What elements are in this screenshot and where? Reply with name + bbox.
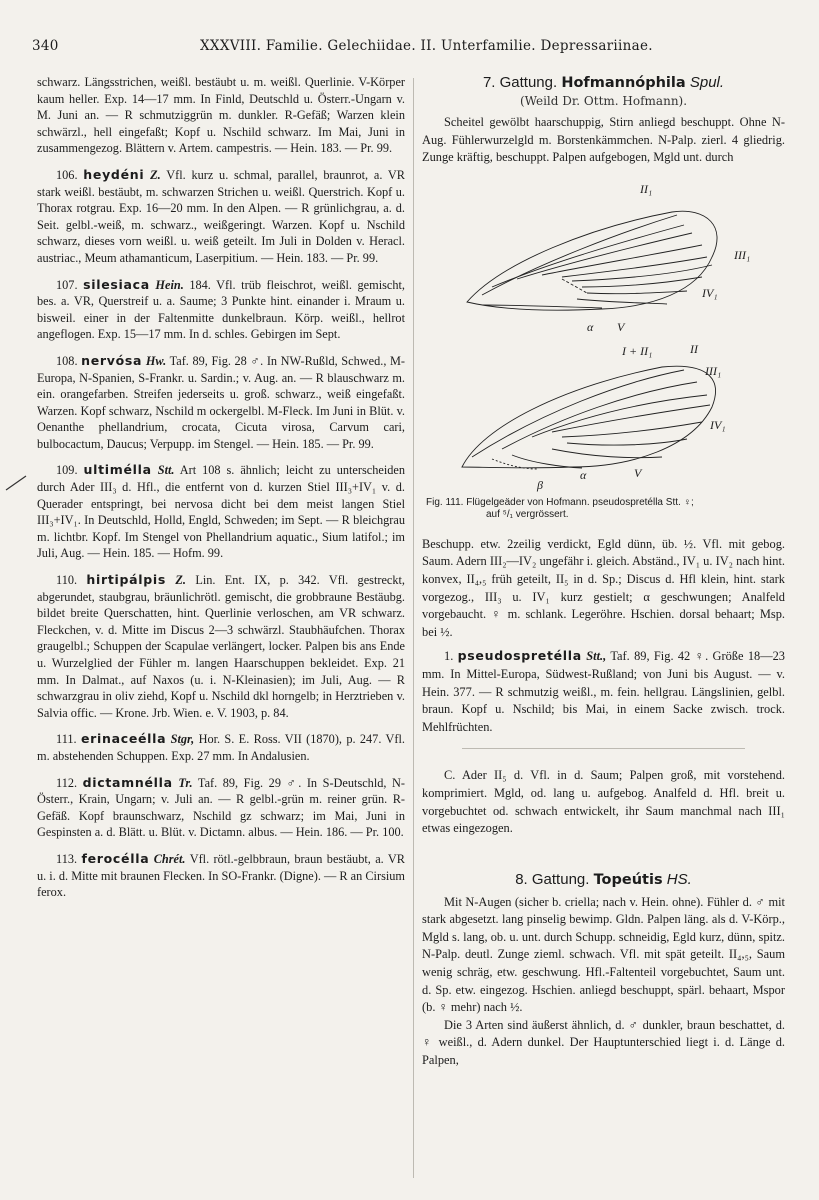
label-IV1-hind: IV₁ (710, 417, 726, 432)
species-entry (37, 731, 405, 764)
label-II1: II₁ (640, 181, 653, 196)
label-IV1: IV₁ (702, 285, 718, 300)
page-number: 340 (32, 38, 59, 54)
intro-paragraph: schwarz. Längsstrichen, weißl. bestäubt u. m. weißl. Querlinie. V-Körper kaum heller. Exp. 14—17 mm. In Finld, Deutschld u. Österr.-Ungarn v. M. Juni an. — R schmutziggrün m. dunkler. R-Gefäß; Warzen klein schwärzl., hell eingefaßt; Kopf u. Nschild schwarz. Im Mai, Juni in zusammengezog. Blättern v. Artem. campestris. — Hein. 183. — Pr. 99. (37, 75, 405, 156)
figure-caption: Fig. 111. Flügelgeäder von Hofmann. pseudospretélla Stt. ♀; auf ⁵/₁ vergrössert. (426, 496, 694, 521)
species-name: heydéni (83, 166, 145, 182)
species-entry (37, 167, 405, 267)
species-num: 107. (56, 277, 78, 292)
species-text: Vfl. kurz u. schmal, parallel, braunrot, a. VR stark weißl. bestäubt, m. schwarzen Strichen u. weißl. Querstrich. Kopf u. Thorax rotgrau. Exp. 16—20 mm. In den Alpen. — R grünlichgrau, a. d. Seit. gelbl.-weiß, m. schwarz., weißgeringt. Warzen. Kopf u. Nschild schwarz, dieses vorn weißl. u. weiß geteilt. Im Juli in Dolden v. Heracl. austriac., Meum athamanticum, Laserpitium. — Hein. 183. — Pr. 99. (37, 167, 406, 265)
genus-8-name: Topeútis (593, 871, 663, 888)
label-I-II1: I + II₁ (622, 343, 653, 358)
species-text: Vfl. rötl.-gelbbraun, braun bestäubt, a. VR u. i. d. Mitte mit braunen Flecken. In SO-Frankr. (Digne). — R an Cirsium ferox. (37, 851, 406, 900)
species-num: 109. (56, 463, 78, 478)
species-author: Hein. (155, 277, 184, 292)
species-name: erinaceélla (80, 731, 167, 747)
species-num: 112. (56, 775, 78, 790)
label-II: II (690, 341, 698, 356)
species-entry (37, 462, 405, 562)
genus-7-description-cont: Beschupp. etw. 2zeilig verdickt, Egld dünn, üb. ½. Vfl. mit gebog. Saum. Adern III₂—IV₂ ungefähr i. gleich. Abständ., IV₁ u. IV₂ nach hint. konvex, II₄,₅ früh geteilt, II₅ in d. Sp.; Discus d. Hfl klein, hint. stark vorgezog., III₃ u. IV₁ kurz gestielt; α geschwungen; Analfeld vorgebaucht. ♀ m. schlank. Legeröhre. Hschien. dorsal behaart; Msp. bei ½. (422, 536, 785, 639)
species-entry (37, 353, 405, 453)
species-author: Z. (150, 167, 161, 182)
species-name: hirtipálpis (86, 572, 167, 588)
species-text: Hor. S. E. Ross. VII (1870), p. 247. Vfl. m. abstehenden Schuppen. Exp. 27 mm. In Andalusien. (37, 732, 405, 763)
species-num: 110. (56, 573, 78, 588)
species-entry (37, 775, 405, 841)
column-divider (413, 78, 414, 1178)
margin-pencil-mark (4, 474, 28, 492)
label-V-hind: V (634, 465, 642, 480)
species-name: silesiaca (83, 276, 150, 292)
species-text: Lin. Ent. IX, p. 342. Vfl. gestreckt, abgerundet, staubgrau, bräunlichrötl. gemischt, die grobbraune Bestäubg. bildet breite Querschatten, hint. Querlinie verloschen, am VR schwarz. Fleckchen, v. d. Mitte im Discus 2—3 schwärzl. Staubhäufchen. Thorax graugelbl.; Schuppen der Scapulae verlängert, locker. Palpen bis ans Ende u. Wurzelglied der Fühler m. langen Haarschuppen bekleidet. Exp. 21 mm. In Dalmat., auf Naxos (u. i. N-Kleinasien); im Juli, Aug. — R schwarzgrau in oliv ziehd, Kopf u. Nschild dkl horngelb; in Herztrieben v. Salvia offic. — Krone. Jrb. Wien. e. V. 1903, p. 84. (37, 573, 406, 720)
species-author: Stt. (157, 463, 175, 478)
wing-venation-drawing (422, 167, 785, 497)
species-author: Stgr, (170, 732, 195, 747)
genus-7-title: 7. Gattung. Hofmannóphila Spul. (482, 74, 725, 91)
species-name: ferocélla (81, 850, 150, 866)
species-num: 113. (56, 851, 78, 866)
species-entry (37, 572, 405, 721)
label-III1: III₁ (734, 247, 751, 262)
genus-8-title: 8. Gattung. Topeútis HS. (515, 870, 692, 888)
genus-7-synonym: (Weild Dr. Ottm. Hofmann). (519, 94, 688, 108)
species-text: Art 108 s. ähnlich; leicht zu unterscheiden durch Ader III₃ d. Hfl., die entfernt von d. kurzen Stiel III₃+IV₁ v. d. Querader entspringt, bei nervosa dicht bei dem meist langen Stiel III₃+IV₁. In Deutschld, Holld, Engld, Schweden; im Sept. — R bleichgrau m. lichtbr. Kopf. Im Stengel von Phellandrium aquatic., Sium latifol.; im Juli, Aug. — Hein. 185. — Hofm. 99. (37, 463, 406, 561)
label-III1-hind: III₁ (705, 363, 722, 378)
genus-8-description-2: Die 3 Arten sind äußerst ähnlich, d. ♂ dunkler, braun beschattet, d. ♀ weißl., d. Adern dunkel. Der Hauptunterschied liegt i. d. Länge d. Palpen, (422, 1017, 785, 1068)
species-num: 106. (56, 167, 78, 182)
genus-7-description: Scheitel gewölbt haarschuppig, Stirn anliegd beschuppt. Ohne N-Aug. Fühlerwurzelgld m. Borstenkämmchen. N-Palp. zierl. 4 gliedrig. Zunge kräftig, beschuppt. Palpen aufgebogen, Mgld unt. durch (422, 115, 785, 165)
right-column (422, 74, 785, 1070)
genus-7-name: Hofmannóphila (561, 75, 686, 91)
section-C: C. Ader II₅ d. Vfl. in d. Saum; Palpen groß, mit vorstehend. komprimiert. Mgld, od. lang u. aufgebog. Analfeld d. Hfl. breit u. vorgebuchtet od. schwach entwickelt, ihr Saum manchmal nach III₁ etwas eingezogen. (422, 768, 785, 836)
species-text: Taf. 89, Fig. 28 ♂. In NW-Rußld, Schwed., M-Europa, N-Spanien, S-Frankr. u. Sardin.; v. Aug. an. — R blauschwarz m. ein. orangefarben. Streifen jederseits u. groß. schwarz., weiß eingefaßt. Warzen. Kopf schwarz, Nschild m ockergelbl. M-Fleck. Im Juni in Blüt. v. Oenanthe phellandrium, crocata, Cicuta virosa, Carvum cari, bulbocactum, Daucus; Verpupp. im Stengel. — Hein. 185. — Pr. 99. (37, 353, 406, 451)
species-text: Taf. 89, Fig. 29 ♂. In S-Deutschld, N-Österr., Krain, Ungarn; v. Juli an. — R gelbl.-grün m. reiner grün. R-Gefäß. Kopf braunschwarz, Nschild gz schwarz; im Mai, Juni in Gespinsten a. d. Blätt. u. Blüt. v. Dictamn. albus. — Hein. 186. — Pr. 100. (37, 775, 405, 840)
species-name: ultiméllа (83, 462, 152, 478)
species-entries (37, 167, 405, 901)
section-rule (462, 748, 745, 749)
label-alpha-hind: α (580, 467, 587, 482)
species-entry (37, 851, 405, 901)
section-rule-2 (482, 852, 725, 853)
species-author: Z. (175, 573, 186, 588)
genus-8-description: Mit N-Augen (sicher b. criella; nach v. Hein. ohne). Fühler d. ♂ mit stark abgesetzt. lang pinselig bewimp. Gldn. Palpen läng. als d. V-Körp., Mgld s. lang, ob. u. unt. durch Schupp. schneidig, Egld kurz, dünn, spitz. N-Palp. deutl. Zunge zieml. schwach. Vfl. mit spät geteilt. II₄,₅, Saum wenig schräg, etw. geschwung. Hfl.-Faltenteil vorgebuchtet, Saum unt. d. Sp. etw. eingezog. Hschien. anliegd beschuppt, spärl. behaart, Mspor (b. ♀ mehr) nach ½. (422, 894, 785, 1015)
species-text: 184. Vfl. trüb fleischrot, weißl. gemischt, bes. a. VR, Querstreif u. a. Saume; 3 Punkte hint. einander i. Mraum u. bisweil. einer in der Faltenmitte dunkelbraun. Körp. weißl., hellrot angeflogen. Exp. 15—17 mm. In d. schles. Gebirgen im Sept. (37, 277, 405, 342)
species-author: Hw. (145, 353, 167, 368)
running-title: XXXVIII. Familie. Gelechiidae. II. Unterfamilie. Depressariinae. (200, 38, 653, 54)
species-author: Tr. (178, 775, 193, 790)
species-1-name: pseudospretélla (457, 648, 582, 664)
label-V: V (617, 319, 625, 334)
species-name: dictamnélla (82, 774, 173, 790)
label-beta: β (537, 477, 543, 492)
species-name: nervósa (81, 352, 143, 368)
species-1: 1. pseudospretélla Stt., Taf. 89, Fig. 42 ♀. Größe 18—23 mm. In Mittel-Europa, Südwest-Rußland; von Juni bis August. — v. Hein. 377. — R schmutzig weißl., m. fein. hellgrau. Längslinien, gelbl. braun. Kopf u. Nschild; bis Mai, in einem Sacke zwisch. trock. Mehlfrüchten. (422, 648, 785, 734)
species-num: 111. (56, 732, 77, 747)
wing-venation-figure (422, 167, 785, 497)
species-entry (37, 277, 405, 343)
left-column (37, 74, 405, 911)
label-alpha: α (587, 319, 594, 334)
species-num: 108. (56, 353, 78, 368)
species-author: Chrét. (153, 851, 186, 866)
